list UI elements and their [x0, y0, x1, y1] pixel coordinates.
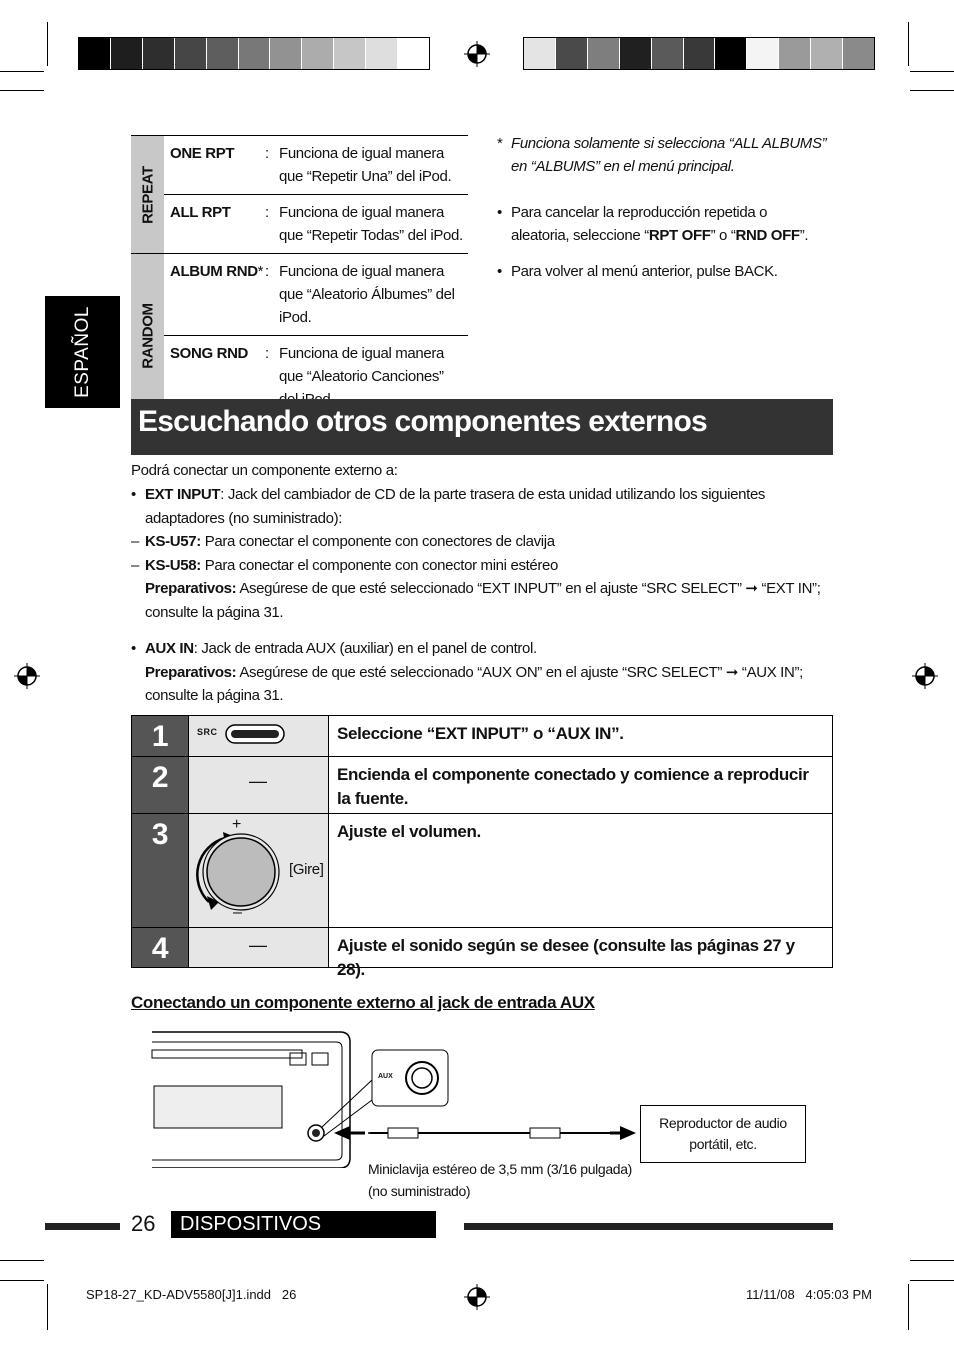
table-row	[164, 195, 468, 253]
step-row	[132, 814, 832, 928]
color-swatch	[652, 38, 684, 69]
footer-section-text: DISPOSITIVOS EXTERNOS	[180, 1213, 322, 1262]
row-key	[170, 260, 265, 329]
color-bar-left	[78, 37, 430, 70]
intro-text: Podrá conectar un componente externo a:	[131, 462, 398, 479]
page-number: 26	[131, 1211, 156, 1236]
step-illustration	[188, 757, 329, 813]
color-swatch	[302, 38, 334, 69]
step-row	[132, 716, 832, 757]
note-text: Para volver al menú anterior, pulse BACK.	[511, 263, 778, 280]
step-text: Ajuste el sonido según se desee (consulte las páginas 27 y 28).	[337, 936, 795, 979]
adapter-text: Para conectar el componente con conector mini estéreo	[200, 556, 559, 574]
color-swatch	[239, 38, 271, 69]
color-swatch	[843, 38, 874, 69]
ext-input-text: : Jack del cambiador de CD de la parte trasera de esta unidad utilizando los siguientes adaptadores (no suministrado):	[145, 486, 766, 527]
aux-in-text: : Jack de entrada AUX (auxiliar) en el panel de control.	[193, 640, 537, 657]
step-row	[132, 928, 832, 979]
step-text: Seleccione “EXT INPUT” o “AUX IN”.	[337, 724, 624, 743]
step-text: Encienda el componente conectado y comience a reproducir la fuente.	[337, 765, 809, 808]
row-value: Funciona de igual manera que “Aleatorio Álbumes” del iPod.	[279, 263, 455, 326]
repeat-group	[131, 136, 468, 254]
src-label: SRC	[197, 727, 218, 737]
prep-text: Asegúrese de que esté seleccionado “EXT INPUT” en el ajuste “SRC SELECT” ➞ “EXT IN”; consulte la página 31.	[145, 580, 821, 621]
step-text: Ajuste el volumen.	[337, 822, 481, 841]
crop-mark	[47, 22, 48, 66]
device-box	[640, 1105, 806, 1163]
no-image-dash: —	[249, 935, 267, 955]
adapter-item	[131, 554, 833, 578]
aux-in-label: AUX IN	[145, 640, 194, 657]
step-illustration	[188, 928, 329, 967]
color-swatch	[143, 38, 175, 69]
row-colon: :	[265, 145, 269, 162]
note-text: ” o “	[710, 227, 736, 244]
registration-target-icon	[14, 663, 40, 689]
adapter-item	[131, 530, 833, 554]
footnote	[497, 132, 827, 178]
group-label-text: REPEAT	[139, 165, 156, 224]
preparation	[145, 661, 833, 708]
row-colon: :	[265, 204, 269, 221]
adapter-text: Para conectar el componente con conectores de clavija	[200, 533, 555, 550]
step-number: 1	[132, 716, 188, 756]
step-illustration	[188, 716, 329, 756]
aux-tag: AUX	[378, 1073, 393, 1080]
plus-sign: +	[232, 816, 241, 833]
rnd-off-label: RND OFF	[735, 227, 800, 244]
cable-caption	[368, 1158, 632, 1202]
row-key: ONE RPT	[170, 145, 235, 162]
step-number: 4	[132, 928, 188, 967]
crop-mark	[908, 22, 909, 66]
color-swatch	[588, 38, 620, 69]
ext-input-block: • EXT INPUT: Jack del cambiador de CD de la parte trasera de esta unidad utilizando los siguientes adaptadores (no suministrado): – KS-U57: Para conectar el componente con conectores de clavija – KS-U58: Para conectar el componente con conector mini estéreo Preparativos: Asegúrese de que esté seleccionado “EXT INPUT” en el ajuste “SRC SELECT” ➞ “EXT IN”; consulte la página 31.	[131, 483, 833, 624]
turn-label: [Gire]	[289, 861, 324, 878]
dash: –	[131, 556, 139, 574]
prep-label: Preparativos:	[145, 663, 237, 681]
crop-mark	[0, 1280, 44, 1281]
table-row	[164, 254, 468, 336]
file-info: SP18-27_KD-ADV5580[J]1.indd 26	[86, 1287, 297, 1302]
step-row	[132, 757, 832, 814]
dash: –	[131, 533, 139, 550]
footnote-text: Funciona solamente si selecciona “ALL ALBUMS” en “ALBUMS” en el menú principal.	[511, 135, 827, 175]
adapter-label: KS-U57:	[145, 533, 201, 550]
row-value: Funciona de igual manera que “Repetir Todas” del iPod.	[279, 204, 463, 244]
cable-caption-line: (no suministrado)	[368, 1183, 471, 1199]
aux-in-block: • AUX IN: Jack de entrada AUX (auxiliar) en el panel de control. Preparativos: Asegúrese de que esté seleccionado “AUX ON” en el ajuste “SRC SELECT” ➞ “AUX IN”; consulte la página 31.	[131, 637, 833, 708]
row-value: Funciona de igual manera que “Aleatorio Canciones”	[279, 345, 445, 385]
language-tab	[45, 296, 120, 408]
device-box-text: Reproductor de audio portátil, etc.	[659, 1115, 787, 1152]
row-colon: :	[265, 345, 269, 362]
step-number: 2	[132, 757, 188, 813]
color-bar-right	[523, 37, 875, 70]
row-key-text: ALBUM RND	[170, 263, 258, 280]
note-bullet: • Para volver al menú anterior, pulse BACK.	[497, 260, 827, 283]
group-label	[131, 136, 164, 253]
color-swatch	[779, 38, 811, 69]
crop-mark	[910, 90, 954, 91]
footer-rule	[464, 1223, 833, 1230]
table-row	[164, 136, 468, 195]
color-swatch	[747, 38, 779, 69]
color-swatch	[207, 38, 239, 69]
step-number: 3	[132, 814, 188, 927]
color-swatch	[811, 38, 843, 69]
color-swatch	[556, 38, 588, 69]
note-text: ”.	[799, 227, 809, 244]
random-group	[131, 254, 468, 417]
adapter-label: KS-U58:	[145, 556, 201, 574]
crop-mark	[0, 90, 44, 91]
note-bullet: • Para cancelar la reproducción repetida o aleatoria, seleccione “RPT OFF” o “RND OFF”.	[497, 204, 809, 244]
color-swatch	[684, 38, 716, 69]
crop-mark	[910, 1260, 954, 1261]
row-colon: :	[265, 263, 269, 280]
registration-target-icon	[464, 1284, 490, 1310]
registration-target-icon	[912, 663, 938, 689]
color-swatch	[524, 38, 556, 69]
registration-target-icon	[464, 41, 490, 67]
color-swatch	[111, 38, 143, 69]
row-value: Funciona de igual manera que “Repetir Una” del iPod.	[279, 145, 452, 185]
footnote-star: *	[257, 263, 264, 280]
no-image-dash: —	[249, 771, 267, 791]
steps-table	[131, 715, 833, 979]
color-swatch	[270, 38, 302, 69]
color-swatch	[334, 38, 366, 69]
color-swatch	[175, 38, 207, 69]
group-label-text: RANDOM	[139, 302, 156, 369]
row-key: ALL RPT	[170, 204, 231, 221]
preparation	[145, 577, 833, 624]
cable-caption-line: Miniclavija estéreo de 3,5 mm (3/16 pulgada)	[368, 1161, 632, 1177]
footer-rule	[45, 1223, 120, 1230]
note-text: Para cancelar la reproducción repetida o aleatoria, seleccione “	[511, 204, 768, 244]
prep-text: Asegúrese de que esté seleccionado “AUX ON” en el ajuste “SRC SELECT” ➞ “AUX IN”; consulte la página 31.	[145, 663, 803, 704]
color-swatch	[366, 38, 398, 69]
page-title: Escuchando otros componentes externos	[138, 405, 707, 438]
color-swatch	[398, 38, 429, 69]
crop-mark	[910, 71, 954, 72]
src-button-icon	[225, 724, 285, 744]
step-illustration	[188, 814, 329, 927]
ext-input-label: EXT INPUT	[145, 486, 221, 503]
color-swatch	[79, 38, 111, 69]
color-swatch	[620, 38, 652, 69]
color-swatch	[715, 38, 747, 69]
crop-mark	[908, 1284, 909, 1330]
minus-sign: –	[233, 904, 242, 921]
prep-label: Preparativos:	[145, 580, 237, 597]
crop-mark	[0, 71, 44, 72]
footer-section-label	[171, 1211, 436, 1262]
crop-mark	[0, 1260, 44, 1261]
crop-mark	[910, 1280, 954, 1281]
footnote-mark: *	[497, 135, 503, 152]
date-info: 11/11/08 4:05:03 PM	[746, 1287, 872, 1302]
section-header	[131, 399, 833, 455]
crop-mark	[47, 1284, 48, 1330]
group-label	[131, 254, 164, 417]
repeat-random-table	[131, 135, 468, 418]
rpt-off-label: RPT OFF	[648, 227, 711, 244]
row-key: SONG RND	[170, 345, 249, 362]
aux-section-heading: Conectando un componente externo al jack de entrada AUX	[131, 993, 595, 1012]
language-tab-label: ESPAÑOL	[71, 306, 93, 398]
